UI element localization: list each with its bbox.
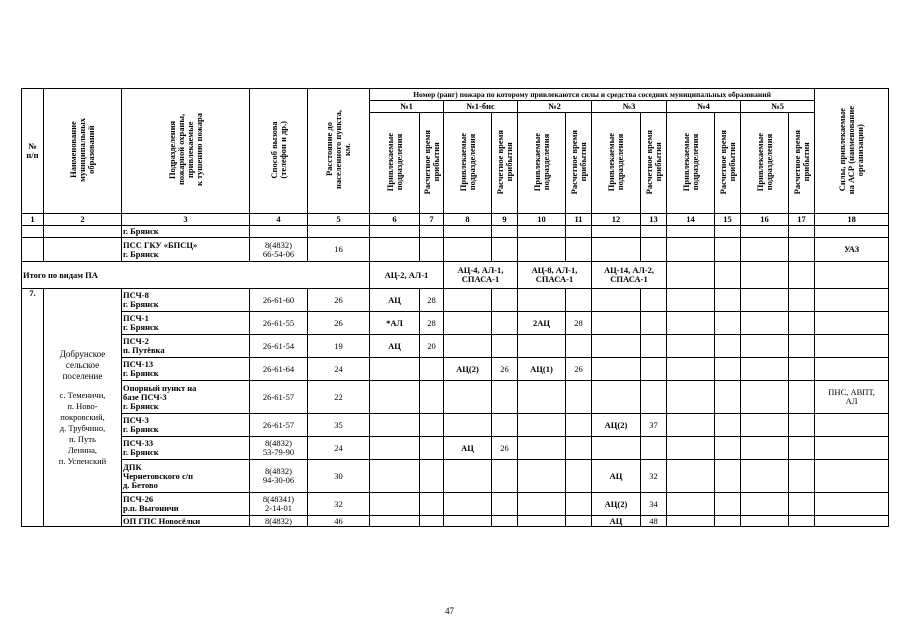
header-rank-2: №2: [518, 101, 592, 113]
rank3-unit-cell: АЦ: [592, 460, 641, 493]
call-cell: 26-61-57: [250, 381, 308, 414]
col-num: 5: [308, 214, 370, 226]
call-cell: 26-61-54: [250, 335, 308, 358]
call-cell: 8(48341) 2-14-01: [250, 493, 308, 516]
col-num: 11: [566, 214, 592, 226]
header-call-method: Способ вызова (телефон и др.): [250, 89, 308, 214]
col-num: 6: [370, 214, 420, 226]
rank1-unit-cell: АЦ: [370, 335, 420, 358]
totals-rank-2: АЦ-8, АЛ-1, СПАСА-1: [518, 262, 592, 289]
table-row: [22, 226, 889, 238]
table-row: [22, 516, 889, 527]
distance-cell: 16: [308, 238, 370, 262]
distance-cell: 46: [308, 516, 370, 527]
col-num: 12: [592, 214, 641, 226]
call-cell: 8(4832) 66-54-06: [250, 238, 308, 262]
table-row: [22, 414, 889, 437]
header-num: № п/п: [22, 89, 44, 214]
page-number: 47: [445, 606, 454, 616]
col-num: 8: [444, 214, 492, 226]
call-cell: 8(4832): [250, 516, 308, 527]
totals-row: [22, 262, 889, 289]
header-involved-4: Привлекаемые подразделения: [667, 113, 715, 214]
rank1bis-unit-cell: АЦ: [444, 437, 492, 460]
header-involved-1bis: Привлекаемые подразделения: [444, 113, 492, 214]
call-cell: 26-61-64: [250, 358, 308, 381]
header-rank-3: №3: [592, 101, 667, 113]
rank1bis-unit-cell: АЦ(2): [444, 358, 492, 381]
col-num: 2: [44, 214, 122, 226]
totals-label: Итого по видам ПА: [22, 262, 370, 289]
rank1-unit-cell: АЦ: [370, 289, 420, 312]
rank2-unit-cell: 2АЦ: [518, 312, 566, 335]
rank2-time-cell: 28: [566, 312, 592, 335]
distance-cell: 32: [308, 493, 370, 516]
unit-cell: Опорный пункт на базе ПСЧ-3 г. Брянск: [122, 381, 250, 414]
table-row: [22, 312, 889, 335]
unit-cell: ДПК Чернетовского с/п д. Бетово: [122, 460, 250, 493]
table-row: [22, 493, 889, 516]
totals-rank-1: АЦ-2, АЛ-1: [370, 262, 444, 289]
col-num: 10: [518, 214, 566, 226]
table-row: [22, 460, 889, 493]
rank1-time-cell: 20: [420, 335, 444, 358]
col-num: 15: [715, 214, 741, 226]
section-num: 7.: [22, 289, 44, 527]
unit-cell: ПСЧ-33 г. Брянск: [122, 437, 250, 460]
table-row: [22, 437, 889, 460]
col-num: 3: [122, 214, 250, 226]
header-time-1: Расчетное время прибытия: [420, 113, 444, 214]
call-cell: 26-61-60: [250, 289, 308, 312]
unit-cell: ПСЧ-3 г. Брянск: [122, 414, 250, 437]
call-cell: 8(4832) 94-30-06: [250, 460, 308, 493]
header-time-2: Расчетное время прибытия: [566, 113, 592, 214]
col-num: 9: [492, 214, 518, 226]
distance-cell: 30: [308, 460, 370, 493]
col-num: 4: [250, 214, 308, 226]
unit-cell: ПСЧ-2 п. Путёвка: [122, 335, 250, 358]
rank2-unit-cell: АЦ(1): [518, 358, 566, 381]
unit-cell: ПСЧ-26 р.п. Выгоничи: [122, 493, 250, 516]
totals-rank-1bis: АЦ-4, АЛ-1, СПАСА-1: [444, 262, 518, 289]
unit-cell: ПСС ГКУ «БПСЦ» г. Брянск: [122, 238, 250, 262]
call-cell: 26-61-55: [250, 312, 308, 335]
unit-cell: г. Брянск: [122, 226, 250, 238]
unit-cell: ПСЧ-13 г. Брянск: [122, 358, 250, 381]
rank1-unit-cell: *АЛ: [370, 312, 420, 335]
totals-rank-3: АЦ-14, АЛ-2, СПАСА-1: [592, 262, 667, 289]
col-num: 1: [22, 214, 44, 226]
rank2-time-cell: 26: [566, 358, 592, 381]
header-time-3: Расчетное время прибытия: [641, 113, 667, 214]
call-cell: 8(4832) 53-79-90: [250, 437, 308, 460]
table-row: [22, 289, 889, 312]
header-involved-1: Привлекаемые подразделения: [370, 113, 420, 214]
col-num: 18: [815, 214, 889, 226]
rank1-time-cell: 28: [420, 312, 444, 335]
col-num: 17: [789, 214, 815, 226]
distance-cell: 24: [308, 437, 370, 460]
header-distance: Расстояние до населенного пункта, км.: [308, 89, 370, 214]
header-involved-2: Привлекаемые подразделения: [518, 113, 566, 214]
header-asr: Силы, привлекаемые на АСР (наименование организации): [815, 89, 889, 214]
table-row: [22, 335, 889, 358]
header-time-1bis: Расчетное время прибытия: [492, 113, 518, 214]
rank1-time-cell: 28: [420, 289, 444, 312]
rank3-time-cell: 48: [641, 516, 667, 527]
distance-cell: 22: [308, 381, 370, 414]
asr-cell: ПНС, АВПТ, АЛ: [815, 381, 889, 414]
unit-cell: ОП ГПС Новосёлки: [122, 516, 250, 527]
header-time-4: Расчетное время прибытия: [715, 113, 741, 214]
header-rank-5: №5: [741, 101, 815, 113]
header-involved-3: Привлекаемые подразделения: [592, 113, 641, 214]
header-time-5: Расчетное время прибытия: [789, 113, 815, 214]
distance-cell: 19: [308, 335, 370, 358]
column-number-row: [22, 214, 889, 226]
distance-cell: 26: [308, 312, 370, 335]
col-num: 16: [741, 214, 789, 226]
fire-forces-table: [21, 88, 889, 527]
asr-cell: УАЗ: [815, 238, 889, 262]
header-rank-4: №4: [667, 101, 741, 113]
rank3-time-cell: 37: [641, 414, 667, 437]
rank3-unit-cell: АЦ(2): [592, 414, 641, 437]
rank1bis-time-cell: 26: [492, 358, 518, 381]
table-row: [22, 358, 889, 381]
header-municipality: Наименование муниципальных образований: [44, 89, 122, 214]
section-municipality: [44, 289, 122, 527]
unit-cell: ПСЧ-8 г. Брянск: [122, 289, 250, 312]
rank3-unit-cell: АЦ(2): [592, 493, 641, 516]
municipality-name: Добрунское сельское поселение: [59, 348, 106, 381]
rank3-time-cell: 32: [641, 460, 667, 493]
header-rank-group: Номер (ранг) пожара по которому привлекаются силы и средства соседних муниципальных образований: [370, 89, 815, 101]
municipality-villages: с. Теменичи, п. Ново- покровский, д. Трубчино, п. Путь Ленина, п. Успенский: [58, 389, 107, 466]
rank1bis-time-cell: 26: [492, 437, 518, 460]
table-row: [22, 238, 889, 262]
table-row: [22, 381, 889, 414]
col-num: 13: [641, 214, 667, 226]
header-rank-1bis: №1-бис: [444, 101, 518, 113]
header-rank-1: №1: [370, 101, 444, 113]
unit-cell: ПСЧ-1 г. Брянск: [122, 312, 250, 335]
col-num: 14: [667, 214, 715, 226]
rank3-unit-cell: АЦ: [592, 516, 641, 527]
header-units: Подразделения пожарной охраны, привлекаемые к тушению пожара: [122, 89, 250, 214]
distance-cell: 35: [308, 414, 370, 437]
distance-cell: 24: [308, 358, 370, 381]
call-cell: 26-61-57: [250, 414, 308, 437]
rank3-time-cell: 34: [641, 493, 667, 516]
col-num: 7: [420, 214, 444, 226]
distance-cell: 26: [308, 289, 370, 312]
header-involved-5: Привлекаемые подразделения: [741, 113, 789, 214]
